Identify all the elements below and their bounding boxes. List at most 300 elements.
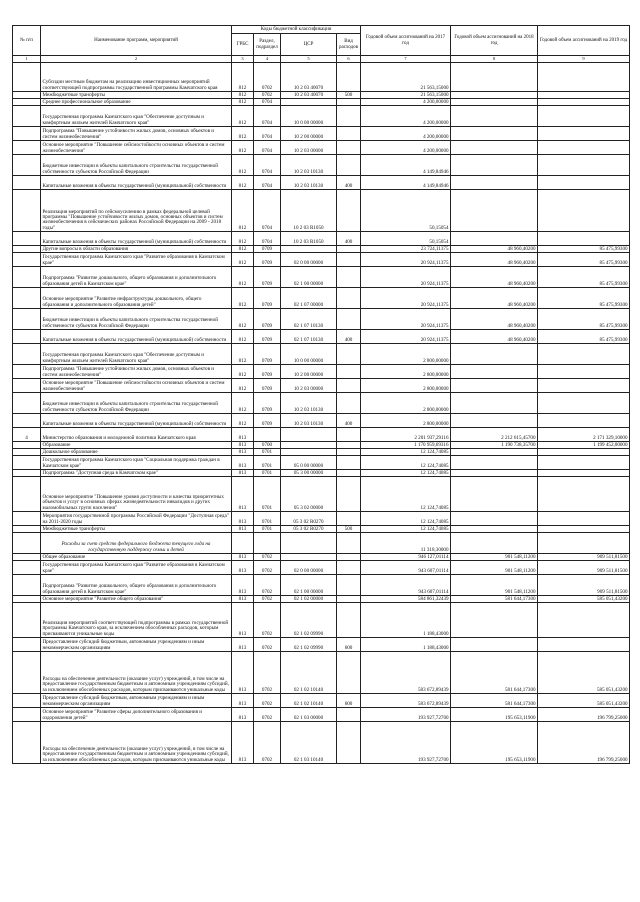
table-row	[13, 512, 630, 526]
csr-code	[281, 99, 337, 106]
razdel-code: 0704	[254, 232, 281, 246]
amount-2017: 4 149,84946	[361, 176, 451, 190]
header-razdel: Раздел, подраздел	[254, 34, 281, 56]
amount-2017: 12 124,74085	[361, 477, 451, 512]
razdel-code: 0709	[254, 246, 281, 253]
amount-2019: 585 051,43200	[538, 596, 630, 603]
amount-2018	[451, 92, 538, 99]
row-number	[13, 554, 41, 561]
amount-2018: 901 548,11200	[451, 554, 538, 561]
table-row	[13, 603, 630, 638]
row-name: Капитальные вложения в объекты государственной (муниципальной) собственности	[41, 414, 232, 428]
table-row	[13, 470, 630, 477]
amount-2018: 195 653,11900	[451, 708, 538, 722]
amount-2019	[538, 512, 630, 526]
grbs-code: 813	[232, 575, 254, 596]
grbs-code: 813	[232, 722, 254, 764]
header-vr: Вид расходов	[337, 34, 361, 56]
grbs-code: 812	[232, 253, 254, 267]
row-name: Основное мероприятие "Повышение сейсмостойкости основных объектов и систем жизнеобеспечения"	[41, 379, 232, 393]
amount-2017: 943 607,01114	[361, 561, 451, 575]
column-index: 3	[232, 56, 254, 63]
amount-2018	[451, 106, 538, 127]
amount-2019	[538, 344, 630, 365]
amount-2019	[538, 232, 630, 246]
razdel-code: 0700	[254, 442, 281, 449]
grbs-code: 812	[232, 379, 254, 393]
vr-code: 500	[337, 526, 361, 533]
grbs-code: 813	[232, 694, 254, 708]
amount-2019	[538, 379, 630, 393]
grbs-code: 813	[232, 428, 254, 442]
amount-2017: 21 563,15000	[361, 63, 451, 92]
vr-code	[337, 393, 361, 414]
row-number	[13, 267, 41, 288]
amount-2017: 20 924,11375	[361, 253, 451, 267]
csr-code: 02 1 02 10140	[281, 652, 337, 694]
row-name: Предоставление субсидий бюджетным, автономным учреждениям и иным некоммерческим организациям	[41, 694, 232, 708]
amount-2019	[538, 638, 630, 652]
csr-code: 02 1 07 10130	[281, 330, 337, 344]
amount-2019: 585 051,43200	[538, 694, 630, 708]
amount-2019	[538, 63, 630, 92]
row-number	[13, 365, 41, 379]
amount-2018	[451, 533, 538, 554]
csr-code: 10 2 00 00000	[281, 365, 337, 379]
vr-code	[337, 596, 361, 603]
amount-2018	[451, 365, 538, 379]
amount-2019	[538, 155, 630, 176]
razdel-code: 0704	[254, 190, 281, 232]
amount-2018: 581 644,17300	[451, 694, 538, 708]
razdel-code: 0704	[254, 99, 281, 106]
vr-code	[337, 722, 361, 764]
csr-code: 10 2 03 00000	[281, 141, 337, 155]
row-name: Основное мероприятие "Повышение уровня доступности и качества приоритетных объектов и услуг в основных сферах жизнедеятельности инвалидов и других маломобильных групп населения"	[41, 477, 232, 512]
table-row	[13, 708, 630, 722]
row-number	[13, 414, 41, 428]
row-name: Межбюджетные трансферты	[41, 526, 232, 533]
grbs-code: 812	[232, 99, 254, 106]
row-number	[13, 330, 41, 344]
amount-2018	[451, 526, 538, 533]
row-name: Подпрограмма "Повышение устойчивости жилых домов, основных объектов и систем жизнеобеспечения"	[41, 127, 232, 141]
razdel-code: 0709	[254, 309, 281, 330]
razdel-code: 0709	[254, 253, 281, 267]
amount-2017: 583 672,89439	[361, 652, 451, 694]
amount-2019: 196 799,25000	[538, 708, 630, 722]
vr-code	[337, 512, 361, 526]
row-number	[13, 512, 41, 526]
row-name: Расходы на обеспечение деятельности (оказание услуг) учреждений, в том числе на предоставление государственным бюджетным и автономным учреждениям субсидий, за исключением обособленных расходов, которым присваиваются уникальные коды	[41, 652, 232, 694]
grbs-code: 813	[232, 512, 254, 526]
column-index: 4	[254, 56, 281, 63]
row-name: Капитальные вложения в объекты государственной (муниципальной) собственности	[41, 330, 232, 344]
amount-2018	[451, 414, 538, 428]
amount-2018	[451, 155, 538, 176]
table-row	[13, 232, 630, 246]
grbs-code: 813	[232, 708, 254, 722]
vr-code	[337, 449, 361, 456]
amount-2017: 20 924,11375	[361, 288, 451, 309]
vr-code	[337, 267, 361, 288]
amount-2017: 12 124,74085	[361, 470, 451, 477]
csr-code: 10 2 03 10130	[281, 393, 337, 414]
row-number	[13, 694, 41, 708]
row-number	[13, 456, 41, 470]
amount-2018	[451, 344, 538, 365]
amount-2019: 85 475,99300	[538, 267, 630, 288]
amount-2019: 85 475,99300	[538, 246, 630, 253]
vr-code	[337, 379, 361, 393]
razdel-code: 0701	[254, 456, 281, 470]
table-row	[13, 92, 630, 99]
table-header	[13, 26, 630, 63]
table-row	[13, 267, 630, 288]
table-row	[13, 330, 630, 344]
razdel-code: 0702	[254, 92, 281, 99]
table-row	[13, 393, 630, 414]
razdel-code	[254, 533, 281, 554]
row-number	[13, 379, 41, 393]
csr-code: 10 2 03 40070	[281, 63, 337, 92]
razdel-code: 0709	[254, 330, 281, 344]
vr-code	[337, 246, 361, 253]
row-number	[13, 575, 41, 596]
amount-2018	[451, 141, 538, 155]
row-number	[13, 63, 41, 92]
vr-code	[337, 309, 361, 330]
amount-2018: 48 960,40200	[451, 330, 538, 344]
table-row	[13, 449, 630, 456]
razdel-code: 0702	[254, 603, 281, 638]
razdel-code: 0702	[254, 638, 281, 652]
row-number	[13, 722, 41, 764]
row-number	[13, 393, 41, 414]
amount-2018	[451, 512, 538, 526]
razdel-code: 0709	[254, 344, 281, 365]
razdel-code: 0709	[254, 414, 281, 428]
header-name: Наименование программ, мероприятий	[41, 26, 232, 56]
razdel-code: 0701	[254, 477, 281, 512]
vr-code	[337, 708, 361, 722]
row-number	[13, 603, 41, 638]
row-number	[13, 232, 41, 246]
table-row	[13, 554, 630, 561]
amount-2018	[451, 232, 538, 246]
amount-2019	[538, 603, 630, 638]
razdel-code: 0702	[254, 694, 281, 708]
razdel-code: 0701	[254, 470, 281, 477]
grbs-code: 813	[232, 603, 254, 638]
csr-code: 02 0 00 00000	[281, 561, 337, 575]
csr-code: 02 1 02 10140	[281, 694, 337, 708]
row-name: Подпрограмма "Повышение устойчивости жилых домов, основных объектов и систем жизнеобеспечения"	[41, 365, 232, 379]
amount-2018: 48 960,40200	[451, 309, 538, 330]
razdel-code: 0704	[254, 141, 281, 155]
row-name: Основное мероприятие "Развитие сферы дополнительного образования и оздоровления детей"	[41, 708, 232, 722]
vr-code: 400	[337, 414, 361, 428]
row-name: Бюджетные инвестиции в объекты капитального строительства государственной собственности субъектов Российской Федерации	[41, 309, 232, 330]
amount-2019: 1 199 452,00000	[538, 442, 630, 449]
table-row	[13, 638, 630, 652]
row-name: Основное мероприятие "Развитие инфраструктуры дошкольного, общего образования и дополнительного образования детей"	[41, 288, 232, 309]
row-name: Подпрограмма "Доступная среда в Камчатском крае"	[41, 470, 232, 477]
row-number	[13, 106, 41, 127]
amount-2018	[451, 603, 538, 638]
csr-code: 02 0 00 00000	[281, 253, 337, 267]
header-v2018: Годовой объем ассигнований на 2018 год	[451, 26, 538, 56]
amount-2017: 193 927,72700	[361, 708, 451, 722]
vr-code	[337, 106, 361, 127]
table-row	[13, 722, 630, 764]
table-row	[13, 442, 630, 449]
amount-2018	[451, 379, 538, 393]
row-name: Другие вопросы в области образования	[41, 246, 232, 253]
amount-2017: 11 318,30000	[361, 533, 451, 554]
amount-2018	[451, 638, 538, 652]
amount-2018: 581 644,17300	[451, 596, 538, 603]
grbs-code: 812	[232, 155, 254, 176]
row-name: Подпрограмма "Развитие дошкольного, общего образования и дополнительного образования детей в Камчатском крае"	[41, 267, 232, 288]
grbs-code: 813	[232, 638, 254, 652]
grbs-code: 813	[232, 596, 254, 603]
row-number: 4	[13, 428, 41, 442]
razdel-code: 0701	[254, 526, 281, 533]
razdel-code: 0704	[254, 106, 281, 127]
amount-2018: 2 212 615,45700	[451, 428, 538, 442]
vr-code	[337, 288, 361, 309]
csr-code: 02 1 02 00000	[281, 596, 337, 603]
column-index: 5	[281, 56, 337, 63]
grbs-code: 812	[232, 365, 254, 379]
razdel-code: 0709	[254, 288, 281, 309]
row-name: Расходы на обеспечение деятельности (оказание услуг) учреждений, в том числе на предоставление государственным бюджетным и автономным учреждениям субсидий, за исключением обособленных расходов, которым присваиваются уникальные коды	[41, 722, 232, 764]
amount-2017: 2 800,00000	[361, 393, 451, 414]
vr-code	[337, 470, 361, 477]
grbs-code: 812	[232, 267, 254, 288]
row-number	[13, 533, 41, 554]
amount-2017: 2 800,00000	[361, 365, 451, 379]
table-row	[13, 288, 630, 309]
row-name: Мероприятия государственной программы Российской Федерации "Доступная среда" на 2011-2020 годы	[41, 512, 232, 526]
table-row	[13, 344, 630, 365]
column-index: 6	[337, 56, 361, 63]
amount-2018: 48 960,40200	[451, 288, 538, 309]
amount-2017: 12 124,74085	[361, 526, 451, 533]
row-number	[13, 561, 41, 575]
amount-2017: 23 724,11375	[361, 246, 451, 253]
table-row	[13, 596, 630, 603]
row-name: Расходы за счет средств федерального бюджета текущего года на государственную поддержку семьи и детей	[41, 533, 232, 554]
csr-code: 10 2 03 10130	[281, 155, 337, 176]
grbs-code: 812	[232, 232, 254, 246]
csr-code: 02 1 03 10140	[281, 722, 337, 764]
csr-code: 02 1 00 00000	[281, 575, 337, 596]
csr-code	[281, 554, 337, 561]
amount-2019	[538, 393, 630, 414]
amount-2019: 85 475,99300	[538, 309, 630, 330]
vr-code	[337, 63, 361, 92]
table-row	[13, 526, 630, 533]
row-number	[13, 442, 41, 449]
csr-code	[281, 449, 337, 456]
csr-code: 10 2 03 R1050	[281, 232, 337, 246]
amount-2019	[538, 414, 630, 428]
row-name: Бюджетные инвестиции в объекты капитального строительства государственной собственности субъектов Российской Федерации	[41, 155, 232, 176]
table-row	[13, 253, 630, 267]
amount-2017: 50,15054	[361, 190, 451, 232]
amount-2019	[538, 533, 630, 554]
row-number	[13, 449, 41, 456]
grbs-code: 812	[232, 330, 254, 344]
table-row	[13, 309, 630, 330]
csr-code: 02 1 02 09990	[281, 603, 337, 638]
table-row	[13, 533, 630, 554]
row-name: Дошкольное образование	[41, 449, 232, 456]
table-row	[13, 190, 630, 232]
row-number	[13, 190, 41, 232]
amount-2019: 909 511,81500	[538, 575, 630, 596]
vr-code	[337, 190, 361, 232]
grbs-code: 812	[232, 190, 254, 232]
table-row	[13, 428, 630, 442]
amount-2018: 48 960,40200	[451, 246, 538, 253]
column-index: 8	[451, 56, 538, 63]
razdel-code: 0702	[254, 596, 281, 603]
row-number	[13, 344, 41, 365]
table-row	[13, 141, 630, 155]
vr-code	[337, 365, 361, 379]
amount-2017: 584 861,32439	[361, 596, 451, 603]
csr-code: 10 2 03 10130	[281, 414, 337, 428]
amount-2019: 2 171 329,10000	[538, 428, 630, 442]
razdel-code: 0704	[254, 176, 281, 190]
row-name: Министерство образования и молодежной политики Камчатского края	[41, 428, 232, 442]
row-name: Бюджетные инвестиции в объекты капитального строительства государственной собственности субъектов Российской Федерации	[41, 393, 232, 414]
amount-2018	[451, 449, 538, 456]
razdel-code: 0704	[254, 127, 281, 141]
razdel-code: 0702	[254, 575, 281, 596]
grbs-code: 812	[232, 176, 254, 190]
row-name: Государственная программа Камчатского края "Социальная поддержка граждан в Камчатском крае"	[41, 456, 232, 470]
row-name: Государственная программа Камчатского края "Обеспечение доступным и комфортным жильем жителей Камчатского края"	[41, 344, 232, 365]
vr-code	[337, 477, 361, 512]
csr-code	[281, 442, 337, 449]
table-row	[13, 561, 630, 575]
row-number	[13, 309, 41, 330]
row-number	[13, 652, 41, 694]
amount-2017: 1 188,43000	[361, 603, 451, 638]
razdel-code: 0702	[254, 722, 281, 764]
vr-code	[337, 428, 361, 442]
csr-code: 02 1 07 10130	[281, 309, 337, 330]
amount-2019: 909 511,81500	[538, 561, 630, 575]
grbs-code: 812	[232, 106, 254, 127]
csr-code: 10 2 00 00000	[281, 127, 337, 141]
amount-2019: 196 799,25000	[538, 722, 630, 764]
csr-code: 10 2 03 40070	[281, 92, 337, 99]
vr-code: 600	[337, 694, 361, 708]
amount-2017: 12 124,74085	[361, 449, 451, 456]
table-row	[13, 176, 630, 190]
csr-code: 02 1 07 00000	[281, 288, 337, 309]
amount-2018: 1 190 738,35700	[451, 442, 538, 449]
column-index: 2	[41, 56, 232, 63]
vr-code	[337, 155, 361, 176]
csr-code	[281, 533, 337, 554]
csr-code	[281, 428, 337, 442]
amount-2018	[451, 470, 538, 477]
row-number	[13, 141, 41, 155]
row-name: Субсидии местным бюджетам на реализацию инвестиционных мероприятий соответствующей подпрограммы государственной программы Камчатского края	[41, 63, 232, 92]
row-name: Капитальные вложения в объекты государственной (муниципальной) собственности	[41, 232, 232, 246]
amount-2017: 12 124,74085	[361, 456, 451, 470]
amount-2017: 4 200,00000	[361, 127, 451, 141]
header-codes-group: Коды бюджетной классификации	[232, 26, 361, 34]
razdel-code: 0702	[254, 652, 281, 694]
amount-2019	[538, 99, 630, 106]
amount-2019	[538, 106, 630, 127]
amount-2017: 4 149,84946	[361, 155, 451, 176]
row-number	[13, 127, 41, 141]
amount-2017: 50,15054	[361, 232, 451, 246]
row-number	[13, 99, 41, 106]
csr-code: 05 3 02 R0270	[281, 526, 337, 533]
table-row	[13, 246, 630, 253]
row-number	[13, 246, 41, 253]
row-name: Образование	[41, 442, 232, 449]
table-row	[13, 477, 630, 512]
csr-code: 05 3 00 00000	[281, 470, 337, 477]
grbs-code: 813	[232, 477, 254, 512]
table-row	[13, 127, 630, 141]
vr-code	[337, 141, 361, 155]
table-row	[13, 575, 630, 596]
amount-2018: 195 653,11900	[451, 722, 538, 764]
grbs-code: 813	[232, 652, 254, 694]
column-index: 9	[538, 56, 630, 63]
table-row	[13, 365, 630, 379]
header-no: № п/п	[13, 26, 41, 56]
csr-code: 05 0 00 00000	[281, 456, 337, 470]
row-name: Среднее профессиональное образование	[41, 99, 232, 106]
row-name: Основное мероприятие "Повышение сейсмостойкости основных объектов и систем жизнеобеспечения"	[41, 141, 232, 155]
amount-2019	[538, 365, 630, 379]
grbs-code: 812	[232, 127, 254, 141]
vr-code	[337, 575, 361, 596]
amount-2019	[538, 449, 630, 456]
vr-code	[337, 127, 361, 141]
amount-2018	[451, 127, 538, 141]
row-name: Общее образование	[41, 554, 232, 561]
vr-code	[337, 344, 361, 365]
csr-code: 02 1 03 00000	[281, 708, 337, 722]
amount-2017: 2 201 937,29116	[361, 428, 451, 442]
amount-2019	[538, 477, 630, 512]
amount-2018	[451, 190, 538, 232]
csr-code: 05 3 02 00000	[281, 477, 337, 512]
header-csr: ЦСР	[281, 34, 337, 56]
row-number	[13, 526, 41, 533]
amount-2017: 12 124,74085	[361, 512, 451, 526]
row-number	[13, 470, 41, 477]
column-index: 1	[13, 56, 41, 63]
csr-code	[281, 246, 337, 253]
table-row	[13, 379, 630, 393]
table-row	[13, 63, 630, 92]
row-number	[13, 477, 41, 512]
